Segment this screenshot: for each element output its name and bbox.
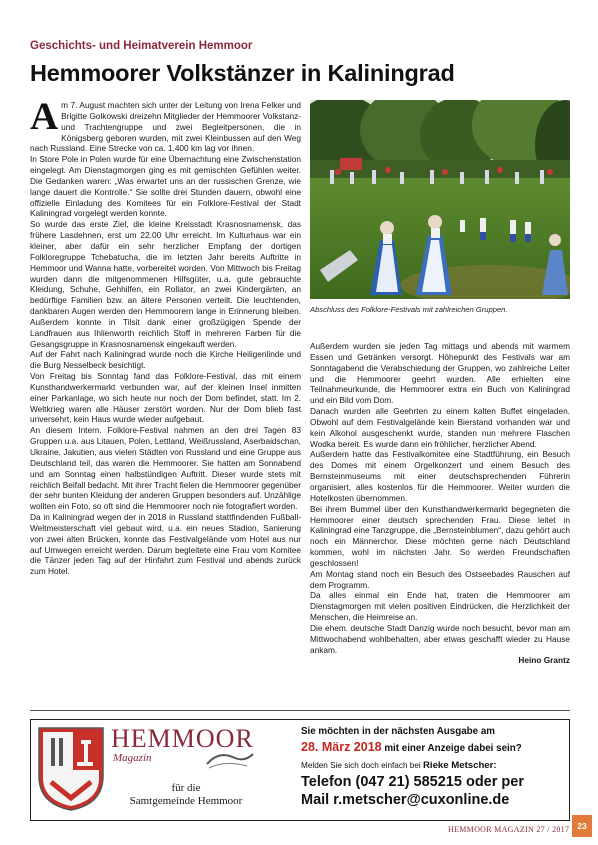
ad-phone-line: Telefon (047 21) 585215 oder per: [301, 774, 524, 790]
footer-publication: HEMMOOR MAGAZIN 27 / 2017: [448, 825, 570, 834]
article-paragraph: Danach wurden alle Geehrten zu einem kalten Buffet eingeladen. Obwohl auf dem Festivalgelände kein Bierstand vorhanden war und kein Alkohol ausgeschenkt wurde, standen nun mehrere Flaschen Wodka bereit. Es wurde dann ein fröhlicher, herzlicher Abend.: [310, 406, 570, 449]
page-number-tab: 23: [572, 815, 592, 837]
ad-mail-line: Mail r.metscher@cuxonline.de: [301, 792, 510, 808]
article-column-left: [30, 95, 301, 577]
ad-date: 28. März 2018: [301, 740, 382, 754]
ad-question-line: Sie möchten in der nächsten Ausgabe am: [301, 726, 495, 737]
coat-of-arms-icon: [37, 726, 105, 812]
article-paragraph: Bei ihrem Bummel über den Kunsthandwerkermarkt begegneten die Hemmoorer einer deutsch sprechenden Frau. Diese leitet in Kaliningrad eine Tanzgruppe, die „Bernsteinblumen“, dazu gehört auch noch ein Männerchor. Diese möchten gerne nach Deutschland kommen, wohl im nächsten Jahr. So werden Freundschaften geschlossen!: [310, 503, 570, 568]
ad-contact-name: Rieke Metscher:: [422, 760, 497, 771]
article-headline: Hemmoorer Volkstänzer in Kaliningrad: [30, 60, 455, 86]
ad-date-line: [301, 740, 522, 754]
ad-for-line: Samtgemeinde Hemmoor: [129, 795, 243, 807]
ad-date-rest: mit einer Anzeige dabei sein?: [381, 743, 522, 754]
magazine-logo-title: HEMMOOR: [111, 724, 254, 753]
separator-rule: [30, 710, 570, 711]
drop-cap: A: [30, 95, 59, 138]
festival-photo: [310, 100, 570, 299]
article-paragraph: An diesem Intern. Folklore-Festival nahmen an den drei Tagen 83 Gruppen u.a. aus Litauen, Polen, Lettland, Weißrussland, Aserbaidschan, Ukraine, Jakutien, aus vielen Städten von Russland und eine Gruppe aus Deutschland teil, das waren die Hemmoorer. Sie hatten am Sonnabend und am Sonntag einen halbstündigen Auftritt. Dieser wurde stets mit reichlich Beifall bedacht. Mit ihrer Tracht fielen die Hemmoorer gegenüber der sehr bunten Kleidung der anderen Gruppen besonders auf. Unzählige wollten ein Foto, so oft sind die Hemmoorer noch nie fotografiert worden.: [30, 425, 301, 512]
article-paragraph: Da alles einmal ein Ende hat, traten die Hemmoorer am Dienstagmorgen mit vielen positiven Eindrücken, die Herzlichkeit der Menschen, die Heimreise an.: [310, 590, 570, 623]
article-paragraph: Von Freitag bis Sonntag fand das Folklore-Festival, das mit einem Kunsthandwerkermarkt verbunden war, auf der kleinen Insel inmitten einer Parkanlage, wo sich heute nur noch der Dom befindet, statt. Im 2. Weltkrieg waren alle Häuser zerstört worden. Nur der Dom blieb fast unversehrt, kein Haus wurde wieder aufgebaut.: [30, 371, 301, 425]
article-paragraph: In Store Pole in Polen wurde für eine Übernachtung eine Zwischenstation eingelegt. Am Dienstagmorgen ging es mit gemischten Gefühlen weiter. Die Gedanken waren: „Was erwartet uns an der russischen Grenze, wie lange dauert die Kontrolle.“ Sie sollte drei Stunden dauern, obwohl eine offizielle Einladung des Komitees für ein Folklore-Festival der Stadt Kaliningrad vorgelegt werden konnte.: [30, 154, 301, 219]
section-kicker: Geschichts- und Heimatverein Hemmoor: [30, 40, 253, 52]
advertisement-box: [30, 719, 570, 821]
paragraph-text: m 7. August machten sich unter der Leitung von Irena Felker und Brigitte Golkowski dreizehn Mitglieder der Hemmoorer Volkstanz- und Trachtengruppe und zwei Begleitpersonen, die in Königsberg geboren wurden, mit zwei Kleinbussen auf den Weg nach Russland. Eine Strecke von ca. 1.400 km lag vor ihnen.: [30, 100, 301, 154]
article-paragraph: Da in Kaliningrad wegen der in 2018 in Russland stattfindenden Fußball-Weltmeisterschaft viel gebaut wird, u.a. ein neues Stadion, Sanierung von zwei alten Brücken, konnte das Festivalgelände vom Hotel aus nur auf Umwegen erreicht werden. Darum begleitete eine Frau vom Komitee die Tänzer jeden Tag auf der Hinfahrt zum Festival und abends zurück zum Hotel.: [30, 512, 301, 577]
ad-for-line: für die: [171, 782, 201, 794]
ad-contact-intro: Melden Sie sich doch einfach bei: [301, 761, 423, 770]
magazine-logo-subtitle: Magazin: [113, 752, 152, 764]
article-paragraph: Am Montag stand noch ein Besuch des Ostseebades Rauschen auf dem Programm.: [310, 568, 570, 590]
article-paragraph: Außerdem wurden sie jeden Tag mittags und abends mit warmem Essen und Getränken versorgt. Höhepunkt des Festivals war am Sonntagabend die Verabschiedung der Gruppen, wo zahlreiche Leiter und die Hemmoorer geehrt wurden. Alle erhielten eine Teilnahmeurkunde, die Hemmoorer extra ein Buch von Kaliningrad und ein Bild vom Dom.: [310, 341, 570, 406]
ad-contact-line: [301, 760, 497, 771]
article-paragraph: Außerdem hatte das Festivalkomitee eine Stadtführung, ein Besuch des Domes mit einem Orgelkonzert und einem Besuch des Bernsteinmuseums mit einer deutschsprechenden Führerin organisiert, alles kostenlos für die Hemmoorer. Weiter wurden die Hotelkosten übernommen.: [310, 449, 570, 503]
article-paragraph: So wurde das erste Ziel, die kleine Kreisstadt Krasnosnamensk, das frühere Lasdehnen, erst um 22.00 Uhr erreicht. Im Kulturhaus war ein kleiner, aber dafür ein sehr herzlicher Empfang der dortigen Folkloregruppe Tchebatucha, die im letzten Jahr bereits Auftritte in Hemmoor und Wanna hatte, vorbereitet worden. Von Mittwoch bis Freitag wurden dann die mitgenommenen Hilfsgüter, u.a. gute gebrauchte Kleidung, Schuhe, Gehhilfen, ein Rollator, an zwei Kindergärten, an bedürftige Familien bzw. an ältere Personen verteilt. Die leuchtenden, dankbaren Augen werden den Hemmoorern lange in Erinnerung bleiben. Außerdem konnte in Tilsit dank einer großzügigen Spende der Landfrauen aus Ihlienworth reichlich Stoff in mehreren Farben für die Gesangsgruppe in Krasnosnamensk eingekauft werden.: [30, 219, 301, 349]
ad-for-text: [111, 782, 261, 808]
publisher-logo-icon: [201, 750, 257, 772]
article-paragraph: Auf der Fahrt nach Kaliningrad wurde noch die Kirche Heiligenlinde und die Burg Nesselbeck besichtigt.: [30, 349, 301, 371]
photo-caption: Abschluss des Folklore-Festivals mit zahlreichen Gruppen.: [310, 305, 508, 314]
article-paragraph: [30, 95, 301, 154]
article-column-right: [310, 341, 570, 666]
article-author: Heino Grantz: [518, 655, 570, 666]
article-paragraph: Die ehem. deutsche Stadt Danzig wurde noch besucht, bevor man am Mittwochabend wohlbehalten, aber etwas geschafft wieder zu Hause ankam.: [310, 622, 570, 655]
